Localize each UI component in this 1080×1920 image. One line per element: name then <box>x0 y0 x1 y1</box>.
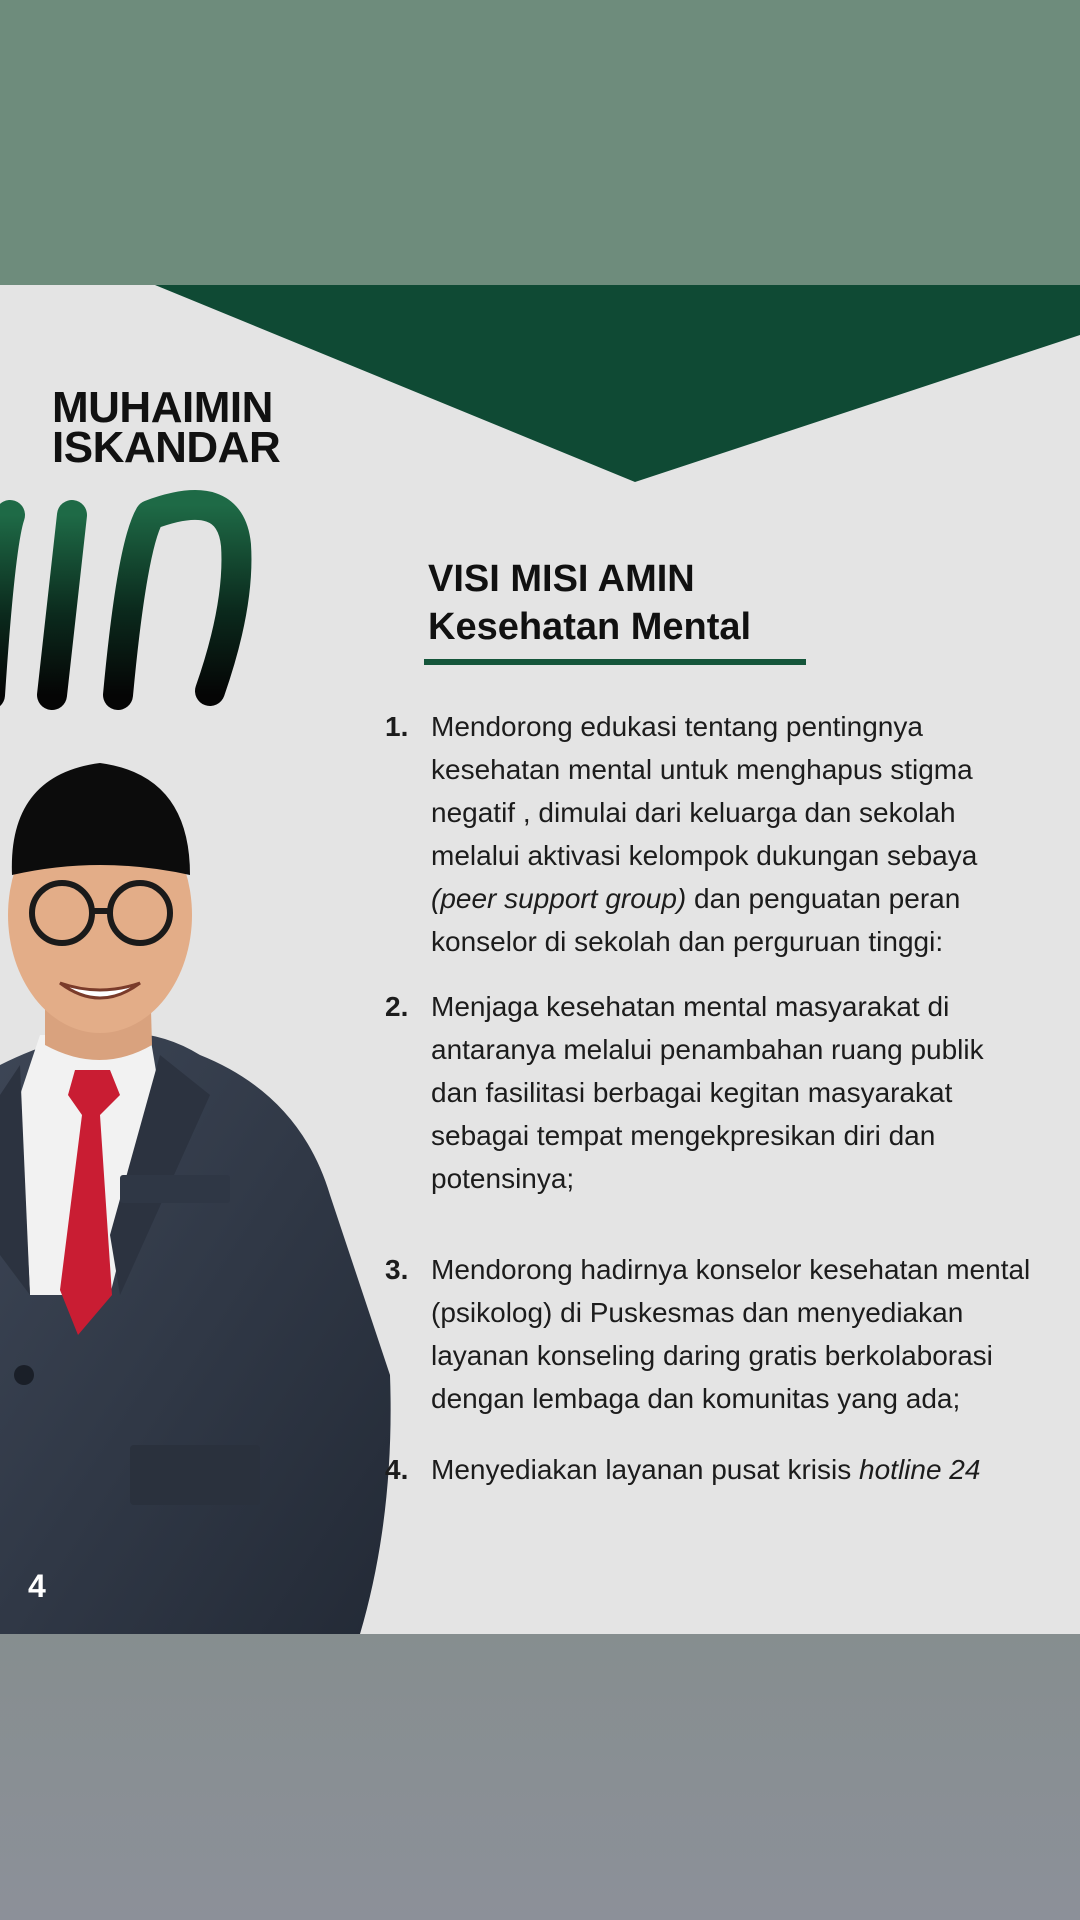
page-number: 4 <box>28 1568 46 1604</box>
list-item-text-end: dan penguatan peran konselor di sekolah dan perguruan tinggi: <box>431 883 961 957</box>
list-item-text: Menjaga kesehatan mental masyarakat di antaranya melalui penambahan ruang publik dan fasilitasi berbagai kegitan masyarakat sebagai tempat mengekpresikan diri dan potensinya; <box>431 991 984 1194</box>
section-heading <box>428 555 806 665</box>
list-item <box>385 1248 1035 1420</box>
heading-subtitle: Kesehatan Mental <box>428 606 752 648</box>
list-item-italic: (peer support group) <box>431 883 687 914</box>
list-item-text: Mendorong hadirnya konselor kesehatan mental (psikolog) di Puskesmas dan menyediakan layanan konseling daring gratis berkolaborasi dengan lembaga dan komunitas yang ada; <box>431 1254 1031 1414</box>
content-panel <box>0 285 1080 1634</box>
list-item-number: 2. <box>385 991 409 1022</box>
bottom-band <box>0 1634 1080 1920</box>
mission-list <box>385 705 1035 1491</box>
list-item-number: 1. <box>385 711 409 742</box>
heading-underline <box>424 659 806 665</box>
list-item-number: 3. <box>385 1254 409 1285</box>
list-item-text: Menyediakan layanan pusat krisis <box>431 1454 860 1485</box>
brand-line-2: ISKANDAR <box>52 423 281 472</box>
amin-script-logo-icon <box>0 485 300 745</box>
portrait-photo-icon <box>0 735 400 1634</box>
list-item-text: Mendorong edukasi tentang pentingnya kesehatan mental untuk menghapus stigma negatif , dimulai dari keluarga dan sekolah melalui aktivasi kelompok dukungan sebaya <box>431 711 978 871</box>
heading-title: VISI MISI AMIN <box>428 558 695 600</box>
list-item-number: 4. <box>385 1454 409 1485</box>
top-band <box>0 0 1080 285</box>
list-item <box>385 705 1035 963</box>
brand-name <box>52 383 281 472</box>
list-item <box>385 1448 1035 1491</box>
list-item-italic: hotline 24 <box>859 1454 981 1485</box>
list-item <box>385 985 1035 1200</box>
brand-line-1: MUHAIMIN <box>52 383 273 432</box>
